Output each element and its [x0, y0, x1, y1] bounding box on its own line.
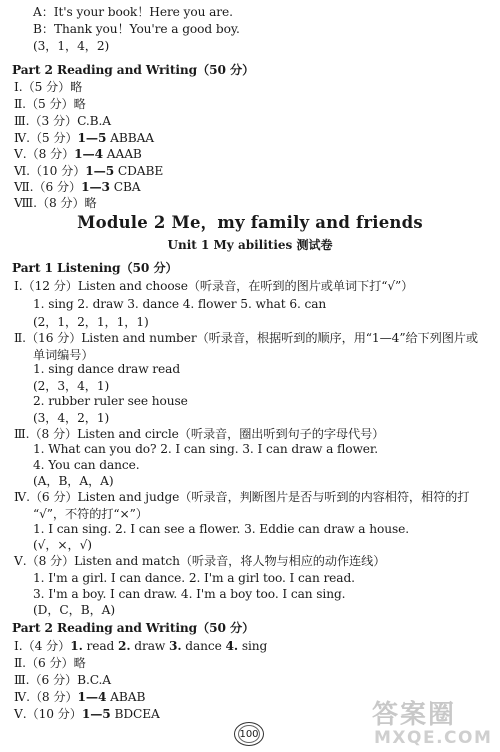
q2-answer-1: (2，3，4，1)	[33, 379, 110, 393]
part1-heading: Part 1 Listening（50 分）	[12, 261, 178, 275]
part2-item-5: Ⅴ.（8 分）1—4 AAAB	[14, 147, 142, 161]
q2-answer-2: (3，4，2，1)	[33, 411, 110, 425]
part2-heading: Part 2 Reading and Writing（50 分）	[12, 63, 255, 77]
q2-words-2: 2. rubber ruler see house	[33, 394, 188, 408]
dialog-line-b: B：Thank you！You're a good boy.	[33, 22, 240, 36]
part2b-heading: Part 2 Reading and Writing（50 分）	[12, 621, 255, 635]
q3-answer: (A，B，A，A)	[33, 474, 114, 488]
q1-answer: (2，1，2，1，1，1)	[33, 315, 149, 329]
part2-item-8: Ⅷ.（8 分）略	[14, 196, 97, 210]
module-title: Module 2 Me，my family and friends	[77, 213, 423, 232]
q4-instruction: Ⅳ.（6 分）Listen and judge（听录音，判断图片是否与听到的内容相符，相符的打	[14, 490, 470, 504]
watermark	[368, 694, 498, 750]
part2b-item-4-text: 1—4	[77, 690, 107, 704]
part2-item-4: Ⅳ.（5 分）1—5 ABBAA	[14, 131, 154, 145]
part2b-item-4-text: ABAB	[106, 690, 146, 704]
q4-instruction-cont: “√”，不符的打“×”）	[33, 507, 148, 521]
watermark-logo: 答案圈	[372, 700, 457, 730]
q1-instruction: Ⅰ.（12 分）Listen and choose（听录音，在听到的图片或单词下打“√”）	[14, 279, 414, 293]
q2-instruction: Ⅱ.（16 分）Listen and number（听录音，根据听到的顺序，用“1—4”给下列图片或	[14, 331, 478, 345]
part2-item-7: Ⅶ.（6 分）1—3 CBA	[14, 180, 141, 194]
part2-item-2: Ⅱ.（5 分）略	[14, 97, 86, 111]
part2b-item-3-text: Ⅲ.（6 分）B.C.A	[14, 673, 112, 687]
part2b-item-3	[14, 672, 111, 688]
q5-sentences-1: 1. I'm a girl. I can dance. 2. I'm a girl too. I can read.	[33, 571, 355, 585]
part2b-item-5-text: BDCEA	[110, 707, 160, 721]
page-number: 100	[239, 728, 259, 740]
q4-answer: (√，×，√)	[33, 538, 92, 552]
q4-sentences: 1. I can sing. 2. I can see a flower. 3. Eddie can draw a house.	[33, 522, 409, 536]
part2-item-6: Ⅵ.（10 分）1—5 CDABE	[14, 164, 164, 178]
dialog-answer: (3，1，4，2)	[33, 39, 110, 53]
q2-words-1: 1. sing dance draw read	[33, 362, 181, 376]
q3-sentences-2: 4. You can dance.	[33, 458, 140, 472]
page-number-badge	[234, 722, 264, 746]
part2b-item-5-text: 1—5	[81, 707, 111, 721]
part2b-item-4	[14, 689, 145, 705]
part2b-item-1: Ⅰ.（4 分）1. read 2. draw 3. dance 4. sing	[14, 639, 268, 653]
q3-sentences-1: 1. What can you do? 2. I can sing. 3. I can draw a flower.	[33, 442, 379, 456]
part2-item-1: Ⅰ.（5 分）略	[14, 80, 83, 94]
q5-sentences-2: 3. I'm a boy. I can draw. 4. I'm a boy too. I can sing.	[33, 587, 346, 601]
part2-item-3: Ⅲ.（3 分）C.B.A	[14, 114, 112, 128]
watermark-url: MXQE.COM	[374, 728, 493, 748]
q1-words: 1. sing 2. draw 3. dance 4. flower 5. what 6. can	[33, 297, 327, 311]
q5-answer: (D，C，B，A)	[33, 603, 116, 617]
part2b-item-4-text: Ⅳ.（8 分）	[14, 690, 78, 704]
part2b-item-2	[14, 655, 86, 671]
part2b-item-5	[14, 706, 160, 722]
q2-instruction-cont: 单词编号）	[33, 348, 94, 362]
unit-title: Unit 1 My abilities 测试卷	[167, 238, 333, 252]
q3-instruction: Ⅲ.（8 分）Listen and circle（听录音，圈出听到句子的字母代号）	[14, 427, 385, 441]
q5-instruction: Ⅴ.（8 分）Listen and match（听录音，将人物与相应的动作连线）	[14, 554, 386, 568]
dialog-line-a: A：It's your book！Here you are.	[33, 5, 233, 19]
part2b-item-5-text: Ⅴ.（10 分）	[14, 707, 82, 721]
part2b-item-2-text: Ⅱ.（6 分）略	[14, 656, 86, 670]
